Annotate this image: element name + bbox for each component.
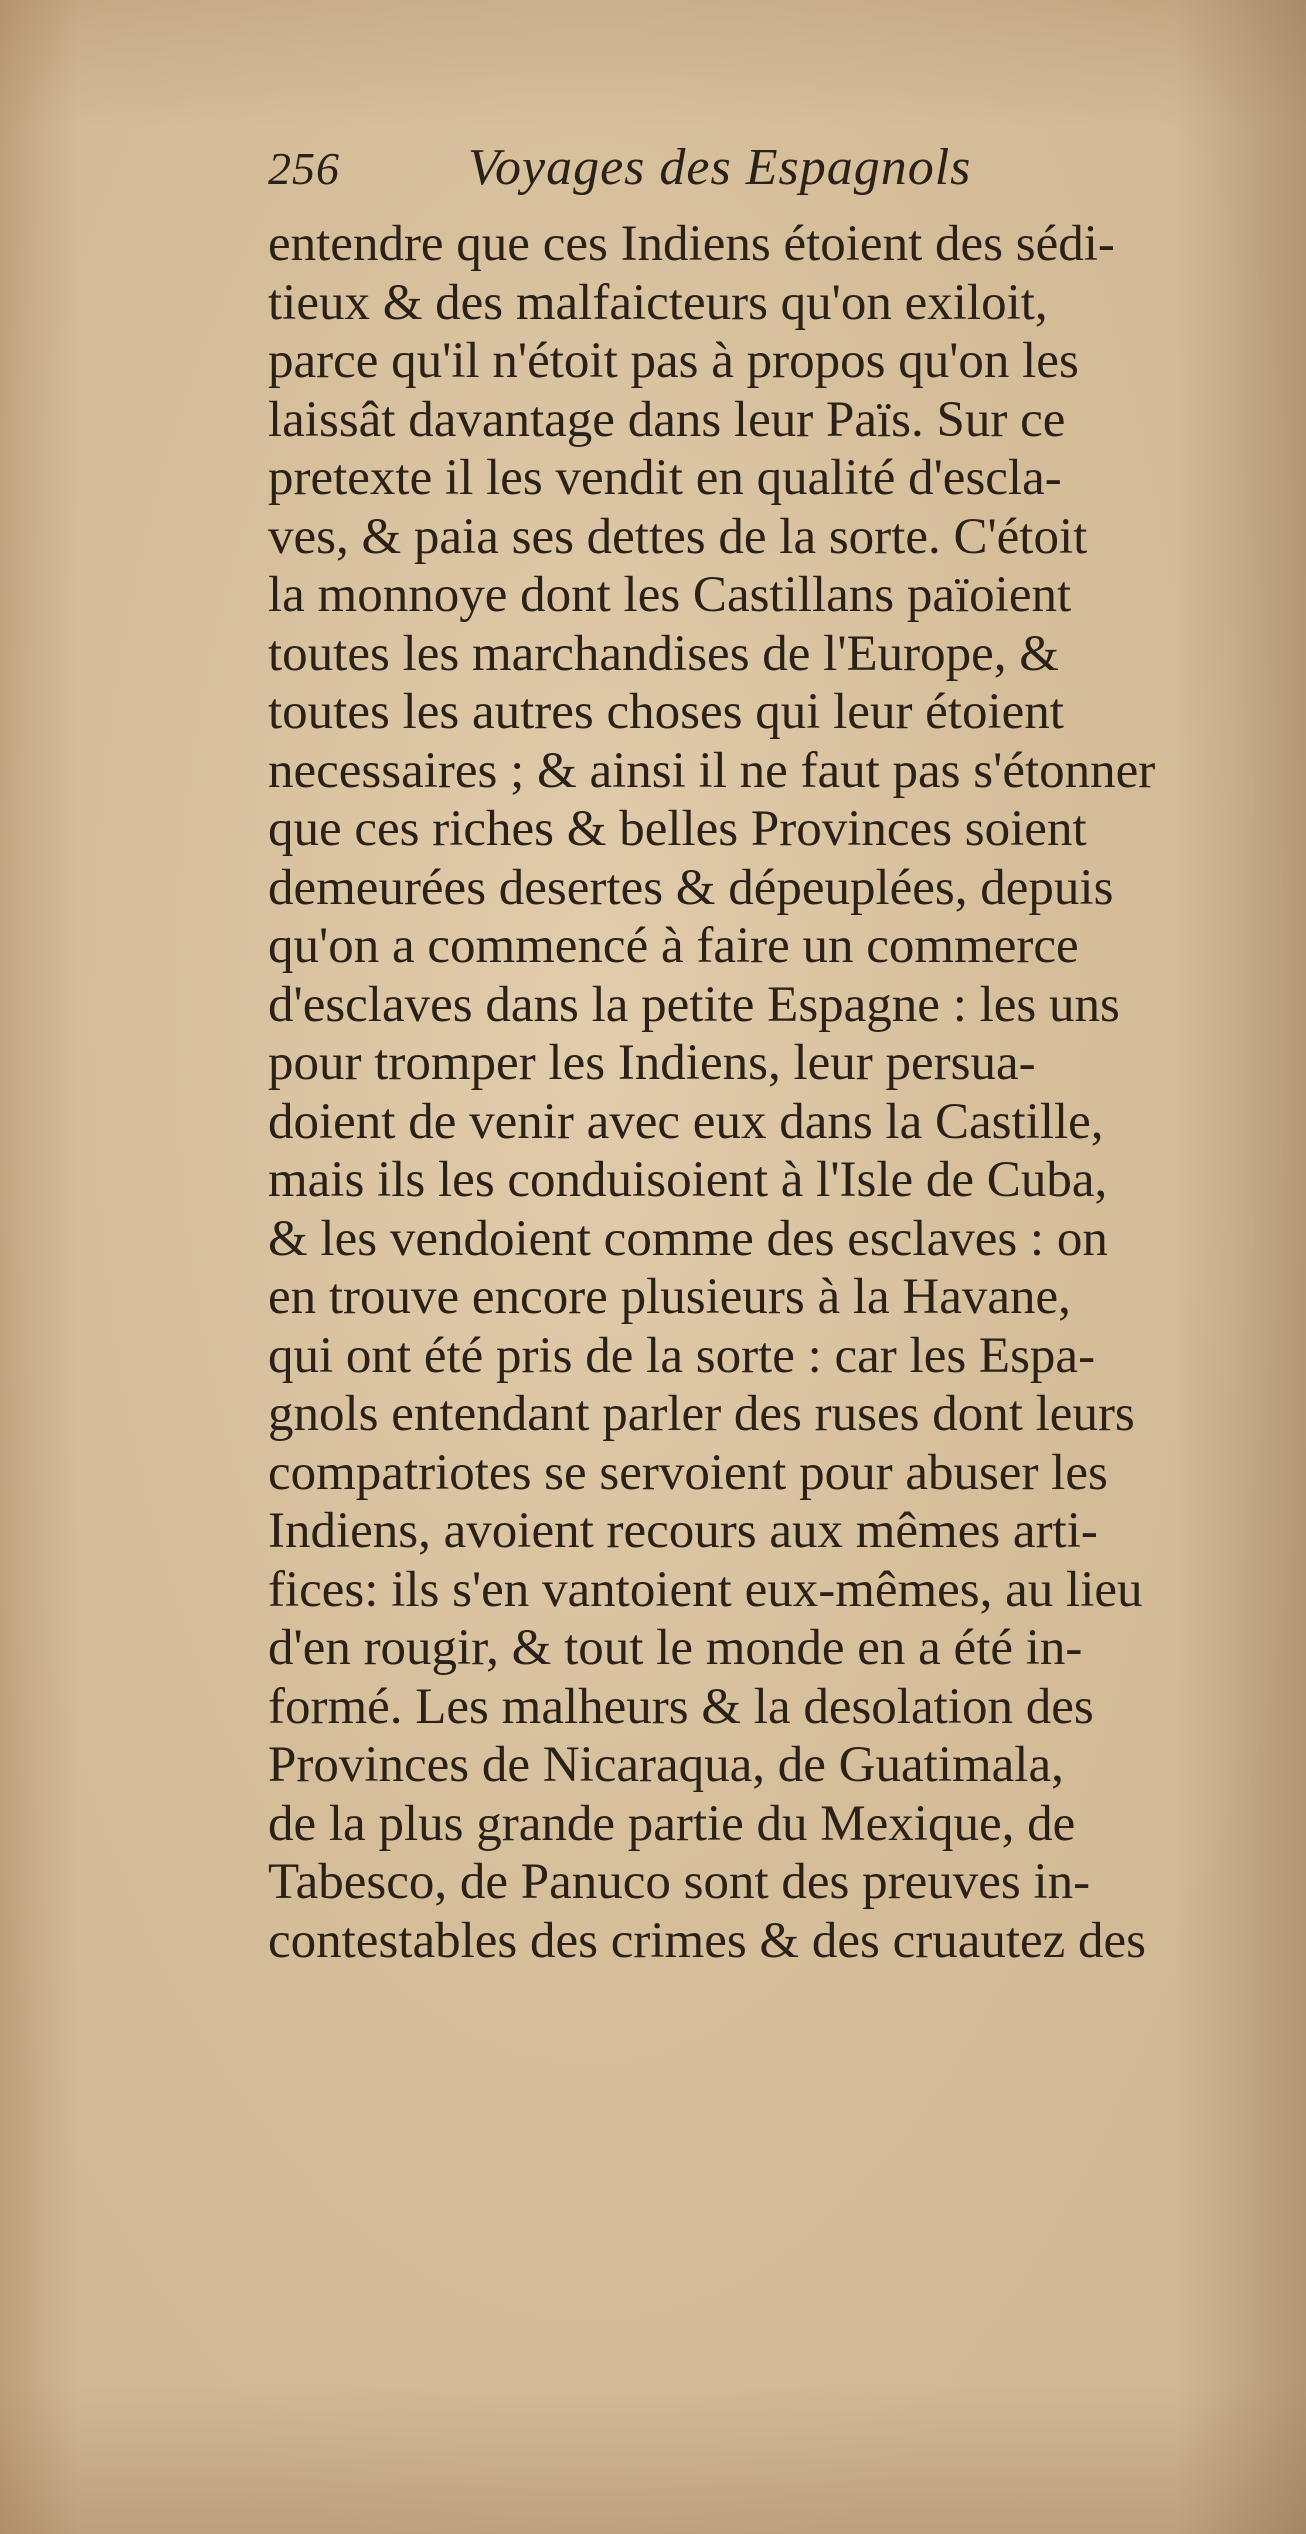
text-line: la monnoye dont les Castillans païoient [268,567,1072,623]
text-line: Provinces de Nicaraqua, de Guatimala, [268,1737,1064,1793]
text-line: gnols entendant parler des ruses dont leurs [268,1386,1135,1442]
text-line: de la plus grande partie du Mexique, de [268,1795,1076,1852]
text-line: parce qu'il n'étoit pas à propos qu'on les [268,333,1079,389]
text-line: en trouve encore plusieurs à la Havane, [268,1269,1071,1325]
text-line: Tabesco, de Panuco sont des preuves in- [268,1854,1091,1910]
text-line: qui ont été pris de la sorte : car les Espa- [268,1327,1096,1384]
text-line: entendre que ces Indiens étoient des sédi- [268,216,1115,272]
text-line: toutes les autres choses qui leur étoient [268,684,1064,740]
text-line: ves, & paia ses dettes de la sorte. C'étoit [268,508,1088,565]
text-line: mais ils les conduisoient à l'Isle de Cuba, [268,1152,1108,1208]
text-line: que ces riches & belles Provinces soient [268,801,1087,857]
text-line: contestables des crimes & des cruautez des [268,1912,1147,1969]
text-line: d'esclaves dans la petite Espagne : les uns [268,976,1120,1033]
text-line: pour tromper les Indiens, leur persua- [268,1035,1036,1091]
text-line: necessaires ; & ainsi il ne faut pas s'étonner [268,742,1156,799]
text-line: fices: ils s'en vantoient eux-mêmes, au lieu [268,1561,1143,1618]
body-text [268,215,1258,1970]
page-number: 256 [268,143,340,194]
text-line: demeurées desertes & dépeuplées, depuis [268,859,1114,916]
text-line: d'en rougir, & tout le monde en a été in- [268,1620,1083,1676]
text-line: qu'on a commencé à faire un commerce [268,918,1079,974]
running-title: Voyages des Espagnols [468,139,972,196]
text-line: tieux & des malfaicteurs qu'on exiloit, [268,274,1048,331]
text-line: toutes les marchandises de l'Europe, & [268,625,1059,682]
text-line: & les vendoient comme des esclaves : on [268,1210,1108,1267]
text-line: compatriotes se servoient pour abuser les [268,1444,1108,1501]
text-line: Indiens, avoient recours aux mêmes arti- [268,1503,1098,1559]
text-line: formé. Les malheurs & la desolation des [268,1678,1094,1735]
text-line: doient de venir avec eux dans la Castille, [268,1093,1104,1150]
text-line: pretexte il les vendit en qualité d'escla- [268,450,1062,506]
text-line: laissât davantage dans leur Païs. Sur ce [268,391,1066,448]
running-head [268,138,1068,208]
